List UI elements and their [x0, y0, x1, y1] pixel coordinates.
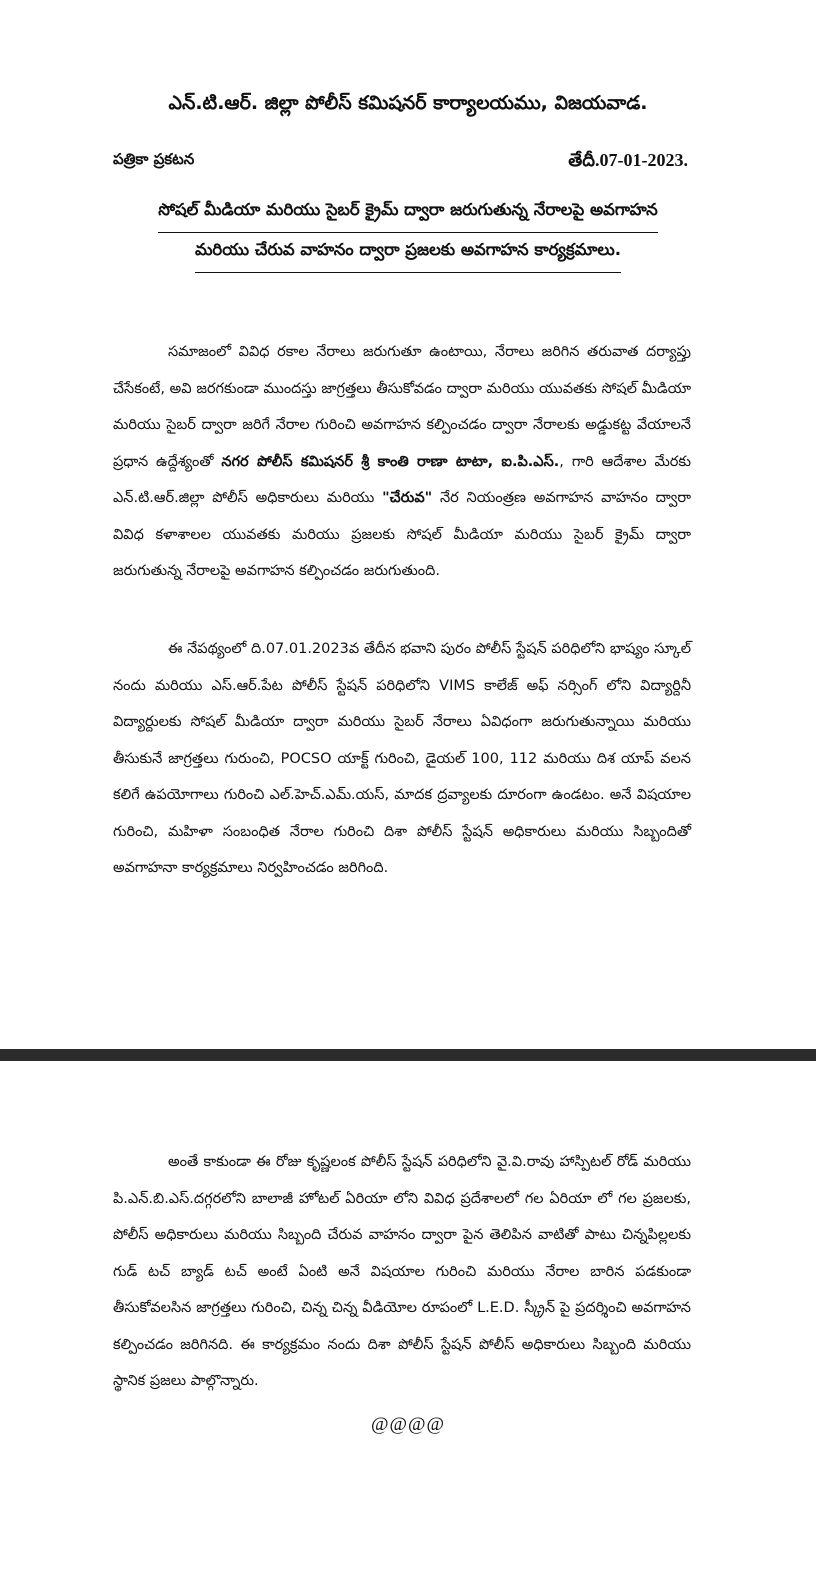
paragraph-1-text-c: నేర నియంత్రణ అవగాహన వాహనం ద్వారా వివిధ కళాశాలల యువతకు మరియు ప్రజలకు సోషల్ మీడియా మరియు సైబర్ క్రైమ్ ద్వారా జరుగుతున్న నేరాలపై అవగాహన కల్పించడం జరుగుతుంది.	[113, 490, 691, 579]
subject-line-1-text: సోషల్ మీడియా మరియు సైబర్ క్రైమ్ ద్వారా జరుగుతున్న నేరాలపై అవగాహన	[158, 200, 657, 233]
subject-line-2-text: మరియు చేరువ వాహనం ద్వారా ప్రజలకు అవగాహన కార్యక్రమాలు.	[195, 240, 621, 273]
paragraph-1-text-a: సమాజంలో వివిధ రకాల నేరాలు జరుగుతూ ఉంటాయి, నేరాలు జరిగిన తరువాత దర్యాప్తు చేసేకంటే, అవి జరగకుండా ముందస్తు జాగ్రత్తలు తీసుకోవడం ద్వారా మరియు యువతకు సోషల్ మీడియా మరియు సైబర్ ద్వారా జరిగే నేరాల గురించి అవగాహన కల్పించడం ద్వారా నేరాలకు అడ్డుకట్ట వేయాలనే ప్రధాన ఉద్దేశ్యంతో	[113, 344, 691, 470]
body-paragraph-2: ఈ నేపథ్యంలో ది.07.01.2023వ తేదీన భవాని పురం పోలీస్ స్టేషన్ పరిధిలోని భాష్యం స్కూల్ నందు మరియు ఎస్.ఆర్.పేట పోలీస్ స్టేషన్ పరిధిలోని VIMS కాలేజ్ అఫ్ నర్సింగ్ లోని విద్యార్దినీ విద్యార్దులకు సోషల్ మీడియా ద్వారా మరియు సైబర్ నేరాలు ఏవిధంగా జరుగుతున్నాయి మరియు తీసుకునే జాగ్రత్తలు గురుంచి, POCSO యాక్ట్ గురించి, డైయల్ 100, 112 మరియు దిశ యాప్ వలన కలిగే ఉపయోగాలు గురించి ఎల్.హెచ్.ఎమ్.యస్, మాదక ద్రవ్యాలకు దూరంగా ఉండటం. అనే విషయాల గురించి, మహిళా సంబంధిత నేరాల గురించి దిశా పోలీస్ స్టేషన్ అధికారులు మరియు సిబ్బందితో అవగాహనా కార్యక్రమాలు నిర్వహించడం జరిగింది.	[113, 641, 691, 876]
body-paragraph-1	[113, 334, 691, 590]
end-marker: @@@@	[371, 1414, 445, 1435]
date-label: తేదీ.07-01-2023.	[568, 150, 688, 170]
paragraph-1-text-b: , గారి ఆదేశాల మేరకు ఎన్.టి.ఆర్.జిల్లా పోలీస్ అధికారులు మరియు	[113, 453, 691, 506]
cheruva-label: "చేరువ"	[382, 490, 433, 506]
press-note-label: పత్రికా ప్రకటన	[113, 150, 195, 168]
subject-line-2	[0, 240, 816, 273]
office-title: ఎన్.టి.ఆర్. జిల్లా పోలీస్ కమిషనర్ కార్యాలయము, విజయవాడ.	[168, 92, 648, 114]
commissioner-name: నగర పోలీస్ కమిషనర్ శ్రీ కాంతి రాణా టాటా, ఐ.పి.ఎస్.	[221, 453, 560, 470]
page-divider	[0, 1049, 816, 1061]
body-paragraph-3: అంతే కాకుండా ఈ రోజు కృష్ణలంక పోలీస్ స్టేషన్ పరిధిలోని వై.వి.రావు హాస్పిటల్ రోడ్ మరియు పి.ఎన్.బి.ఎస్.దగ్గరలోని బాలాజీ హోటల్ ఏరియా లోని వివిధ ప్రదేశాలలో గల ఏరియా లో గల ప్రజలకు, పోలీస్ అధికారులు మరియు సిబ్బంది చేరువ వాహనం ద్వారా పైన తెలిపిన వాటితో పాటు చిన్నపిల్లలకు గుడ్ టచ్ బ్యాడ్ టచ్ అంటే ఏంటి అనే విషయాల గురించి మరియు నేరాల బారిన పడకుండా తీసుకోవలసిన జాగ్రత్తలు గురించి, చిన్న చిన్న వీడియోల రూపంలో L.E.D. స్క్రీన్ పై ప్రదర్శించి అవగాహన కల్పించడం జరిగినది. ఈ కార్యక్రమం నందు దిశా పోలీస్ స్టేషన్ పోలీస్ అధికారులు సిబ్బంది మరియు స్థానిక ప్రజలు పాల్గొన్నారు.	[113, 1154, 691, 1389]
subject-line-1	[0, 200, 816, 233]
